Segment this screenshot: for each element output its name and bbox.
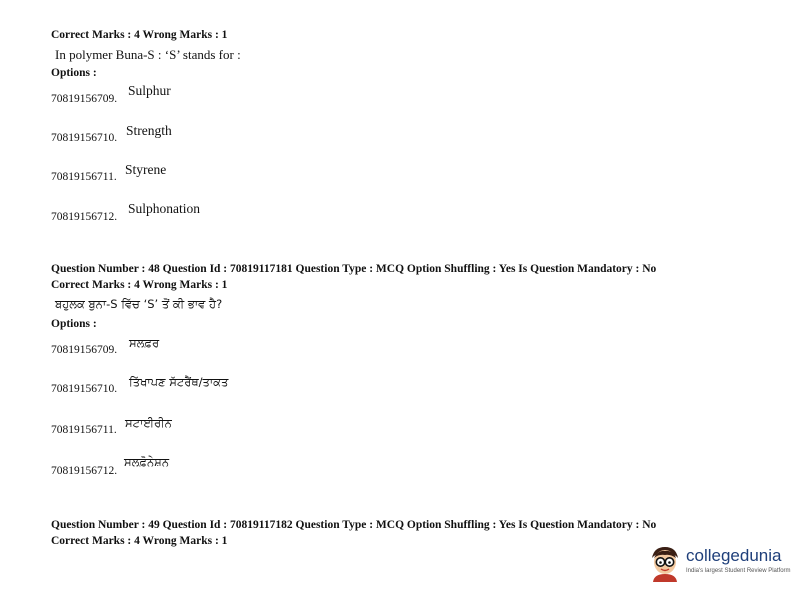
q48-header: Question Number : 48 Question Id : 70819117181 Question Type : MCQ Option Shuffling : Yes Is Question Mandatory : No [51, 263, 657, 275]
q47-option-4-id: 70819156712. [51, 211, 118, 223]
logo-wordmark: collegedunia [686, 546, 782, 565]
q47-options-label: Options : [51, 67, 97, 79]
q47-question-text: In polymer Buna-S : ‘S’ stands for : [55, 47, 241, 62]
q48-option-2-text: ਤਿੱਖਾਪਣ ਸੱਟਰੈਂਥ/ਤਾਕਤ [129, 375, 229, 389]
q48-option-4-id: 70819156712. [51, 465, 118, 477]
q48-option-2-id: 70819156710. [51, 383, 118, 395]
q48-option-1-id: 70819156709. [51, 344, 118, 356]
q47-option-2-text: Strength [126, 123, 172, 138]
q48-options-label: Options : [51, 318, 97, 330]
collegedunia-logo [648, 544, 791, 584]
q47-option-4-text: Sulphonation [128, 201, 201, 216]
q47-option-3-id: 70819156711. [51, 171, 117, 183]
q47-option-2-id: 70819156710. [51, 132, 118, 144]
logo-tagline: India's largest Student Review Platform [686, 568, 791, 574]
q48-option-3-text: ਸਟਾਈਰੀਨ [125, 416, 172, 430]
q47-option-3-text: Styrene [125, 162, 167, 177]
q48-marks: Correct Marks : 4 Wrong Marks : 1 [51, 279, 228, 291]
q47-option-1-text: Sulphur [128, 83, 171, 98]
q48-option-3-id: 70819156711. [51, 424, 117, 436]
q49-marks: Correct Marks : 4 Wrong Marks : 1 [51, 535, 228, 547]
q48-option-4-text: ਸਲਫ਼ੋਨੇਸ਼ਨ [124, 455, 170, 469]
q49-header: Question Number : 49 Question Id : 70819117182 Question Type : MCQ Option Shuffling : Yes Is Question Mandatory : No [51, 519, 657, 531]
q48-option-1-text: ਸਲਫ਼ਰ [129, 336, 160, 350]
student-mascot-icon [648, 544, 682, 582]
q47-marks: Correct Marks : 4 Wrong Marks : 1 [51, 29, 228, 41]
q48-question-text: ਬਹੁਲਕ ਬੁਨਾ-S ਵਿੱਚ ‘S’ ਤੋਂ ਕੀ ਭਾਵ ਹੈ? [55, 297, 223, 311]
q47-option-1-id: 70819156709. [51, 93, 118, 105]
